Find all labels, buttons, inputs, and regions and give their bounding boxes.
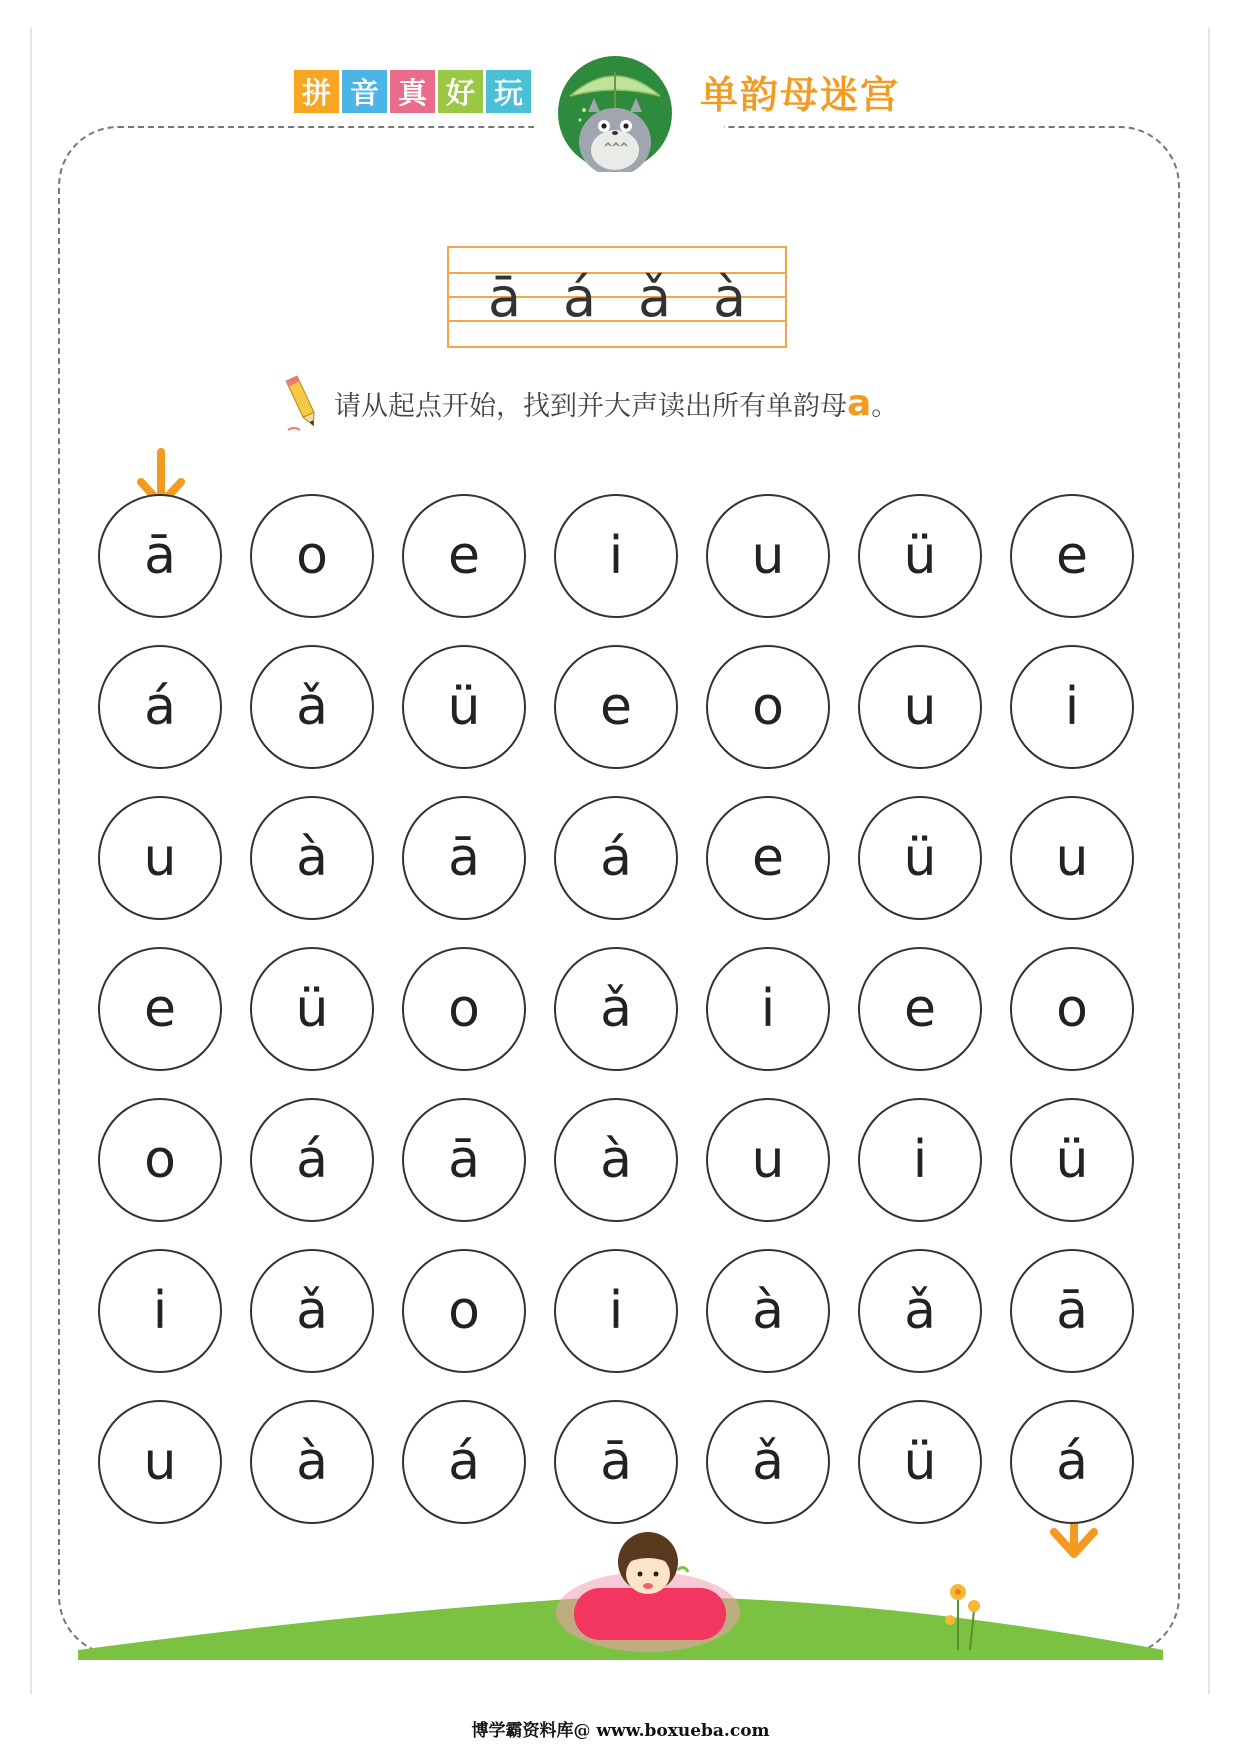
maze-cell[interactable]: ā [98, 494, 222, 618]
maze-cell[interactable]: ü [1010, 1098, 1134, 1222]
maze-cell[interactable]: ǎ [706, 1400, 830, 1524]
totoro-mascot-icon [556, 54, 674, 172]
pencil-icon [280, 372, 326, 434]
maze-cell[interactable]: ǎ [554, 947, 678, 1071]
maze-cell[interactable]: e [858, 947, 982, 1071]
pink-blob [574, 1588, 726, 1640]
maze-cell[interactable]: ü [858, 1400, 982, 1524]
maze-cell[interactable]: ü [250, 947, 374, 1071]
maze-cell[interactable]: ā [1010, 1249, 1134, 1373]
tone-mark: á [562, 266, 597, 329]
maze-cell[interactable]: i [706, 947, 830, 1071]
title-tile: 好 [438, 70, 483, 113]
maze-cell[interactable]: i [554, 494, 678, 618]
instruction [280, 372, 898, 434]
maze-cell[interactable]: u [1010, 796, 1134, 920]
instruction-text: 请从起点开始，找到并大声读出所有单韵母 [334, 390, 847, 422]
maze-cell[interactable]: e [98, 947, 222, 1071]
maze-cell[interactable]: e [706, 796, 830, 920]
tone-marks-row [449, 266, 785, 329]
maze-cell[interactable]: á [98, 645, 222, 769]
maze-cell[interactable]: ǎ [250, 1249, 374, 1373]
maze-cell[interactable]: e [1010, 494, 1134, 618]
maze-cell[interactable]: à [554, 1098, 678, 1222]
maze-cell[interactable]: o [402, 947, 526, 1071]
maze-cell[interactable]: ü [858, 796, 982, 920]
tone-mark: ā [487, 266, 522, 329]
maze-cell[interactable]: à [250, 796, 374, 920]
grass-scene [78, 1500, 1163, 1670]
title-tile: 音 [342, 70, 387, 113]
maze-cell[interactable]: ā [402, 796, 526, 920]
maze-cell[interactable]: á [250, 1098, 374, 1222]
maze-cell[interactable]: u [706, 494, 830, 618]
tone-mark: ǎ [637, 266, 672, 329]
maze-cell[interactable]: u [706, 1098, 830, 1222]
worksheet-title: 单韵母迷宫 [700, 73, 901, 117]
maze-cell[interactable]: ā [554, 1400, 678, 1524]
maze-cell[interactable]: i [1010, 645, 1134, 769]
maze-cell[interactable]: ā [402, 1098, 526, 1222]
title-tiles [294, 70, 531, 113]
maze-cell[interactable]: o [706, 645, 830, 769]
maze-cell[interactable]: u [858, 645, 982, 769]
instruction-target-letter: a [847, 382, 872, 424]
page-edge-left [30, 28, 32, 1694]
page-edge-right [1208, 28, 1210, 1694]
maze-cell[interactable]: à [706, 1249, 830, 1373]
maze-cell[interactable]: o [1010, 947, 1134, 1071]
maze-cell[interactable]: u [98, 1400, 222, 1524]
maze-cell[interactable]: ǎ [858, 1249, 982, 1373]
maze-cell[interactable]: ǎ [250, 645, 374, 769]
maze-cell[interactable]: e [554, 645, 678, 769]
four-line-writing-grid [447, 246, 787, 348]
maze-cell[interactable]: u [98, 796, 222, 920]
maze-cell[interactable]: i [554, 1249, 678, 1373]
title-tile: 玩 [486, 70, 531, 113]
footer-watermark: 博学霸资料库@ www.boxueba.com [471, 1721, 770, 1741]
maze-cell[interactable]: ü [858, 494, 982, 618]
maze-cell[interactable]: á [1010, 1400, 1134, 1524]
maze-cell[interactable]: á [402, 1400, 526, 1524]
title-tile: 拼 [294, 70, 339, 113]
maze-cell[interactable]: á [554, 796, 678, 920]
maze-cell[interactable]: o [98, 1098, 222, 1222]
maze-cell[interactable]: o [402, 1249, 526, 1373]
instruction-end: 。 [871, 390, 899, 422]
title-tile: 真 [390, 70, 435, 113]
maze-cell[interactable]: o [250, 494, 374, 618]
maze-cell[interactable]: i [858, 1098, 982, 1222]
maze-cell[interactable]: à [250, 1400, 374, 1524]
tone-mark: à [712, 266, 747, 329]
maze-cell[interactable]: ü [402, 645, 526, 769]
maze-cell[interactable]: i [98, 1249, 222, 1373]
maze-cell[interactable]: e [402, 494, 526, 618]
